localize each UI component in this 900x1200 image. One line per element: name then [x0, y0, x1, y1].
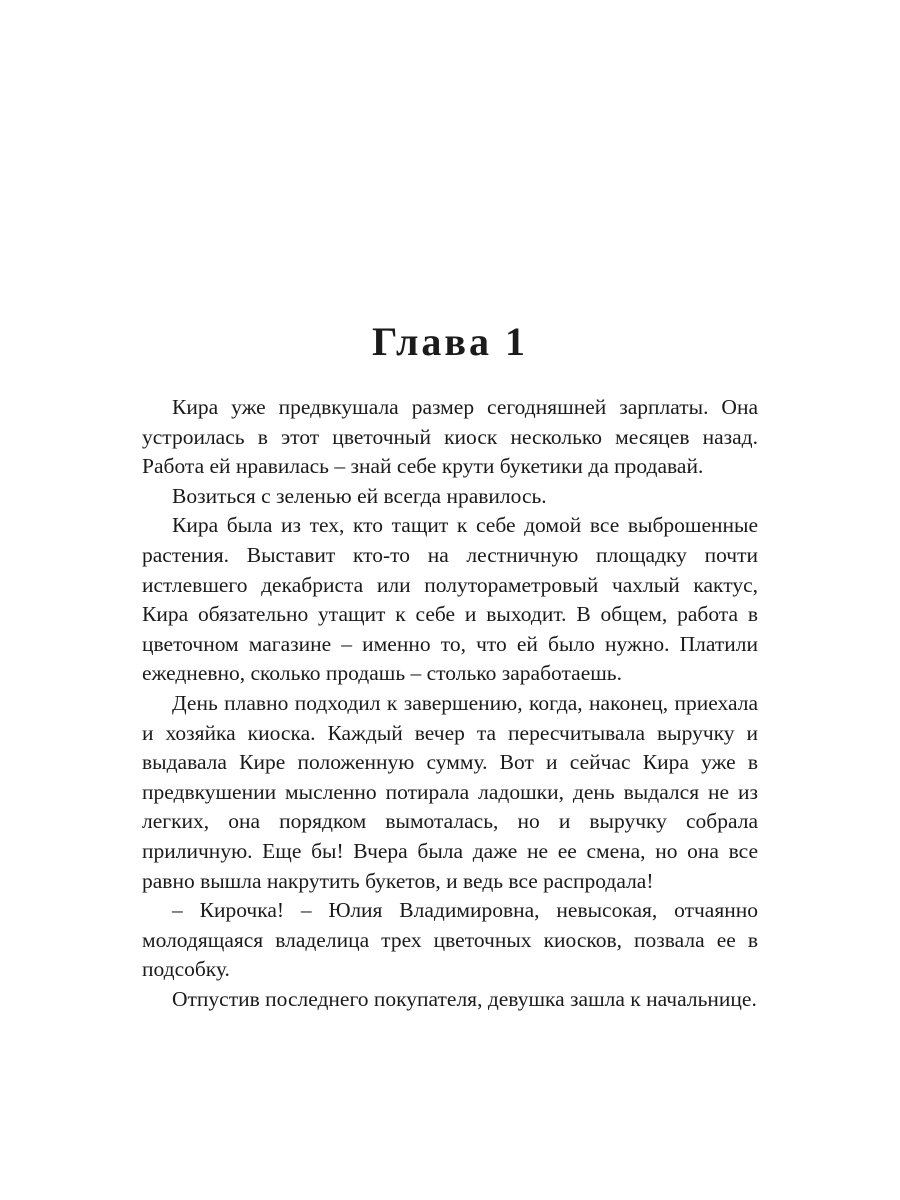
paragraph-2: Возиться с зеленью ей всегда нравилось.	[172, 483, 547, 508]
paragraph-4: День плавно подходил к завершению, когда, наконец, приехала и хозяйка киоска. Каждый вечер та пересчитывала выручку и выдавала Кире положенную сумму. Вот и сейчас Кира уже в предвкушении мысленно потирала ладошки, день выдался не из легких, она порядком вымоталась, но и выручку собрала приличную. Еще бы! Вчера была даже не ее смена, но она все равно вышла накрутить букетов, и ведь все распродала!	[142, 690, 758, 893]
paragraph-6: Отпустив последнего покупателя, девушка зашла к начальнице.	[172, 986, 757, 1011]
chapter-title: Глава 1	[372, 319, 528, 364]
paragraph-5: – Кирочка! – Юлия Владимировна, невысокая, отчаянно молодящаяся владелица трех цветочных киосков, позвала ее в подсобку.	[142, 898, 758, 982]
paragraph-3: Кира была из тех, кто тащит к себе домой все выброшенные растения. Выставит кто-то на лестничную площадку почти истлевшего декабриста или полутораметровый чахлый кактус, Кира обязательно утащит к себе и выходит. В общем, работа в цветочном магазине – именно то, что ей было нужно. Платили ежедневно, сколько продашь – столько заработаешь.	[142, 513, 758, 686]
chapter-text	[142, 393, 758, 1014]
paragraph-1: Кира уже предвкушала размер сегодняшней зарплаты. Она устроилась в этот цветочный киоск несколько месяцев назад. Работа ей нравилась – знай себе крути букетики да продавай.	[142, 395, 758, 479]
